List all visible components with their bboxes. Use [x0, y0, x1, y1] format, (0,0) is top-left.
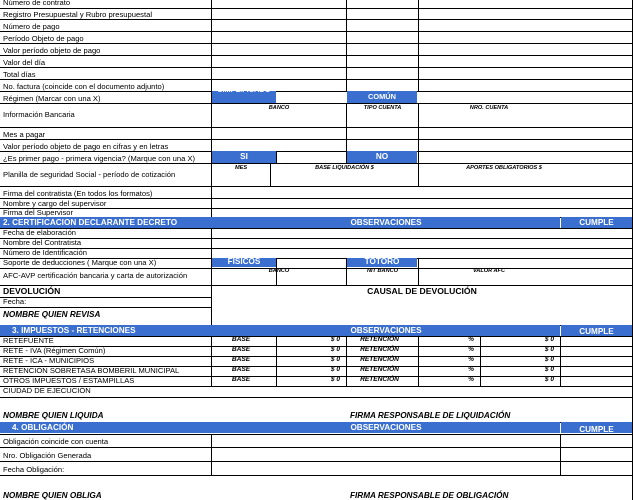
section4-cumple: CUMPLE — [579, 425, 614, 434]
s4-row-nro-obligacion: Nro. Obligación Generada — [3, 451, 92, 460]
tax-base-value: $ 0 — [330, 336, 340, 343]
soporte-fisicos-label: FISICOS — [227, 257, 261, 266]
regimen-simplificado-label: SIMPLIFICADO — [217, 86, 271, 94]
tax-retencion-value: $ 0 — [544, 336, 554, 343]
tax-retencion-pct: % — [468, 336, 474, 343]
row-label-registro: Registro Presupuestal y Rubro presupuestal — [3, 10, 153, 19]
row-label-contrato: Número de contrato — [3, 0, 71, 7]
s2-row-afc: AFC-AVP certificación bancaria y carta de autorización — [3, 271, 188, 280]
tax-base-label: BASE — [231, 336, 251, 343]
nombre-quien-revisa: NOMBRE QUIEN REVISA — [3, 310, 101, 319]
devolucion-title: DEVOLUCIÓN — [3, 286, 61, 296]
tax-base-label: BASE — [231, 356, 251, 363]
row-label-mes: Mes a pagar — [3, 130, 46, 139]
row-label-valor-letras: Valor período objeto de pago en cifras y en letras — [3, 142, 169, 151]
tax-retencion-pct: % — [468, 356, 474, 363]
s3-row-bomberil: RETENCIÓN SOBRETASA BOMBERIL MUNICIPAL — [3, 366, 180, 375]
tax-retencion-value: $ 0 — [544, 356, 554, 363]
tax-retencion-label: RETENCIÓN — [360, 346, 399, 353]
s3-row-otros: OTROS IMPUESTOS / ESTAMPILLAS — [3, 376, 135, 385]
soporte-totoro-label: TOTORO — [364, 257, 400, 266]
section2-title: 2. CERTIFICACION DECLARANTE DECRETO — [3, 218, 178, 227]
planilla-base-header: BASE LIQUIDACIÓN $ — [315, 165, 374, 171]
tax-base-label: BASE — [231, 366, 251, 373]
row-label-firma-contratista: Firma del contratista (En todos los formatos) — [3, 189, 153, 198]
section4-title: 4. OBLIGACIÓN — [12, 423, 74, 432]
s3-ciudad: CIUDAD DE EJECUCIÓN — [3, 386, 91, 395]
primer-pago-no-label: NO — [375, 152, 389, 161]
planilla-aportes-header: APORTES OBLIGATORIOS $ — [466, 165, 542, 171]
afc-banco-header: BANCO — [268, 268, 290, 274]
tax-base-label: BASE — [231, 376, 251, 383]
afc-nit-header: NIT BANCO — [366, 268, 399, 274]
row-label-primer-pago: ¿Es primer pago - primera vigencia? (Marque con una X) — [3, 154, 196, 163]
row-label-supervisor: Nombre y cargo del supervisor — [3, 199, 107, 208]
tax-retencion-value: $ 0 — [544, 366, 554, 373]
tax-retencion-label: RETENCIÓN — [360, 366, 399, 373]
section3-cumple: CUMPLE — [579, 327, 614, 336]
section3-title: 3. IMPUESTOS - RETENCIONES — [12, 326, 136, 335]
row-label-regimen: Régimen (Marcar con una X) — [3, 94, 101, 103]
row-label-numero-pago: Número de pago — [3, 22, 60, 31]
tax-retencion-pct: % — [468, 346, 474, 353]
s4-row-coincide: Obligación coincide con cuenta — [3, 437, 109, 446]
s4-row-fecha-obligacion: Fecha Obligación: — [3, 465, 65, 474]
row-label-firma-supervisor: Firma del Supervisor — [3, 208, 74, 217]
row-label-planilla: Planilla de seguridad Social - período de cotización — [3, 170, 176, 179]
section3-observaciones: OBSERVACIONES — [350, 326, 422, 335]
section2-cumple: CUMPLE — [579, 218, 614, 227]
tax-retencion-value: $ 0 — [544, 376, 554, 383]
tax-retencion-label: RETENCIÓN — [360, 356, 399, 363]
s2-row-fecha: Fecha de elaboración — [3, 228, 77, 237]
devolucion-fecha: Fecha: — [3, 297, 27, 306]
afc-valor-header: VALOR AFC — [472, 268, 505, 274]
nro-cuenta-header: NRO. CUENTA — [469, 105, 509, 111]
tax-retencion-value: $ 0 — [544, 346, 554, 353]
tax-base-value: $ 0 — [330, 376, 340, 383]
s2-row-identificacion: Número de Identificación — [3, 248, 87, 257]
row-label-factura: No. factura (coincide con el documento adjunto) — [3, 82, 165, 91]
s3-row-retefuente: RETEFUENTE — [3, 336, 54, 345]
primer-pago-si-label: SI — [240, 152, 248, 161]
firma-responsable-obligacion: FIRMA RESPONSABLE DE OBLIGACIÓN — [350, 491, 509, 500]
causal-devolucion: CAUSAL DE DEVOLUCIÓN — [367, 286, 477, 296]
s3-row-reteica: RETE - ICA - MUNICIPIOS — [3, 356, 95, 365]
s2-row-nombre: Nombre del Contratista — [3, 238, 82, 247]
firma-responsable-liquidacion: FIRMA RESPONSABLE DE LIQUIDACIÓN — [350, 411, 511, 420]
tax-retencion-label: RETENCIÓN — [360, 376, 399, 383]
tipo-cuenta-header: TIPO CUENTA — [363, 105, 402, 111]
section2-observaciones: OBSERVACIONES — [350, 218, 422, 227]
row-label-valor-periodo: Valor período objeto de pago — [3, 46, 101, 55]
row-label-bancaria: Información Bancaria — [3, 110, 75, 119]
row-label-periodo: Período Objeto de pago — [3, 34, 84, 43]
tax-base-value: $ 0 — [330, 366, 340, 373]
nombre-quien-liquida: NOMBRE QUIEN LIQUIDA — [3, 411, 104, 420]
tax-base-label: BASE — [231, 346, 251, 353]
banco-header: BANCO — [268, 105, 290, 111]
tax-retencion-pct: % — [468, 376, 474, 383]
tax-retencion-pct: % — [468, 366, 474, 373]
s3-row-reteiva: RETE - IVA (Régimen Común) — [3, 346, 106, 355]
planilla-mes-header: MES — [234, 165, 248, 171]
s2-row-soporte: Soporte de deducciones ( Marque con una X) — [3, 258, 157, 267]
row-label-valor-dia: Valor del día — [3, 58, 46, 67]
nombre-quien-obliga: NOMBRE QUIEN OBLIGA — [3, 491, 102, 500]
tax-retencion-label: RETENCIÓN — [360, 336, 399, 343]
row-label-total-dias: Total días — [3, 70, 36, 79]
tax-base-value: $ 0 — [330, 356, 340, 363]
tax-base-value: $ 0 — [330, 346, 340, 353]
regimen-comun-label: COMÚN — [368, 92, 396, 101]
section4-observaciones: OBSERVACIONES — [350, 423, 422, 432]
